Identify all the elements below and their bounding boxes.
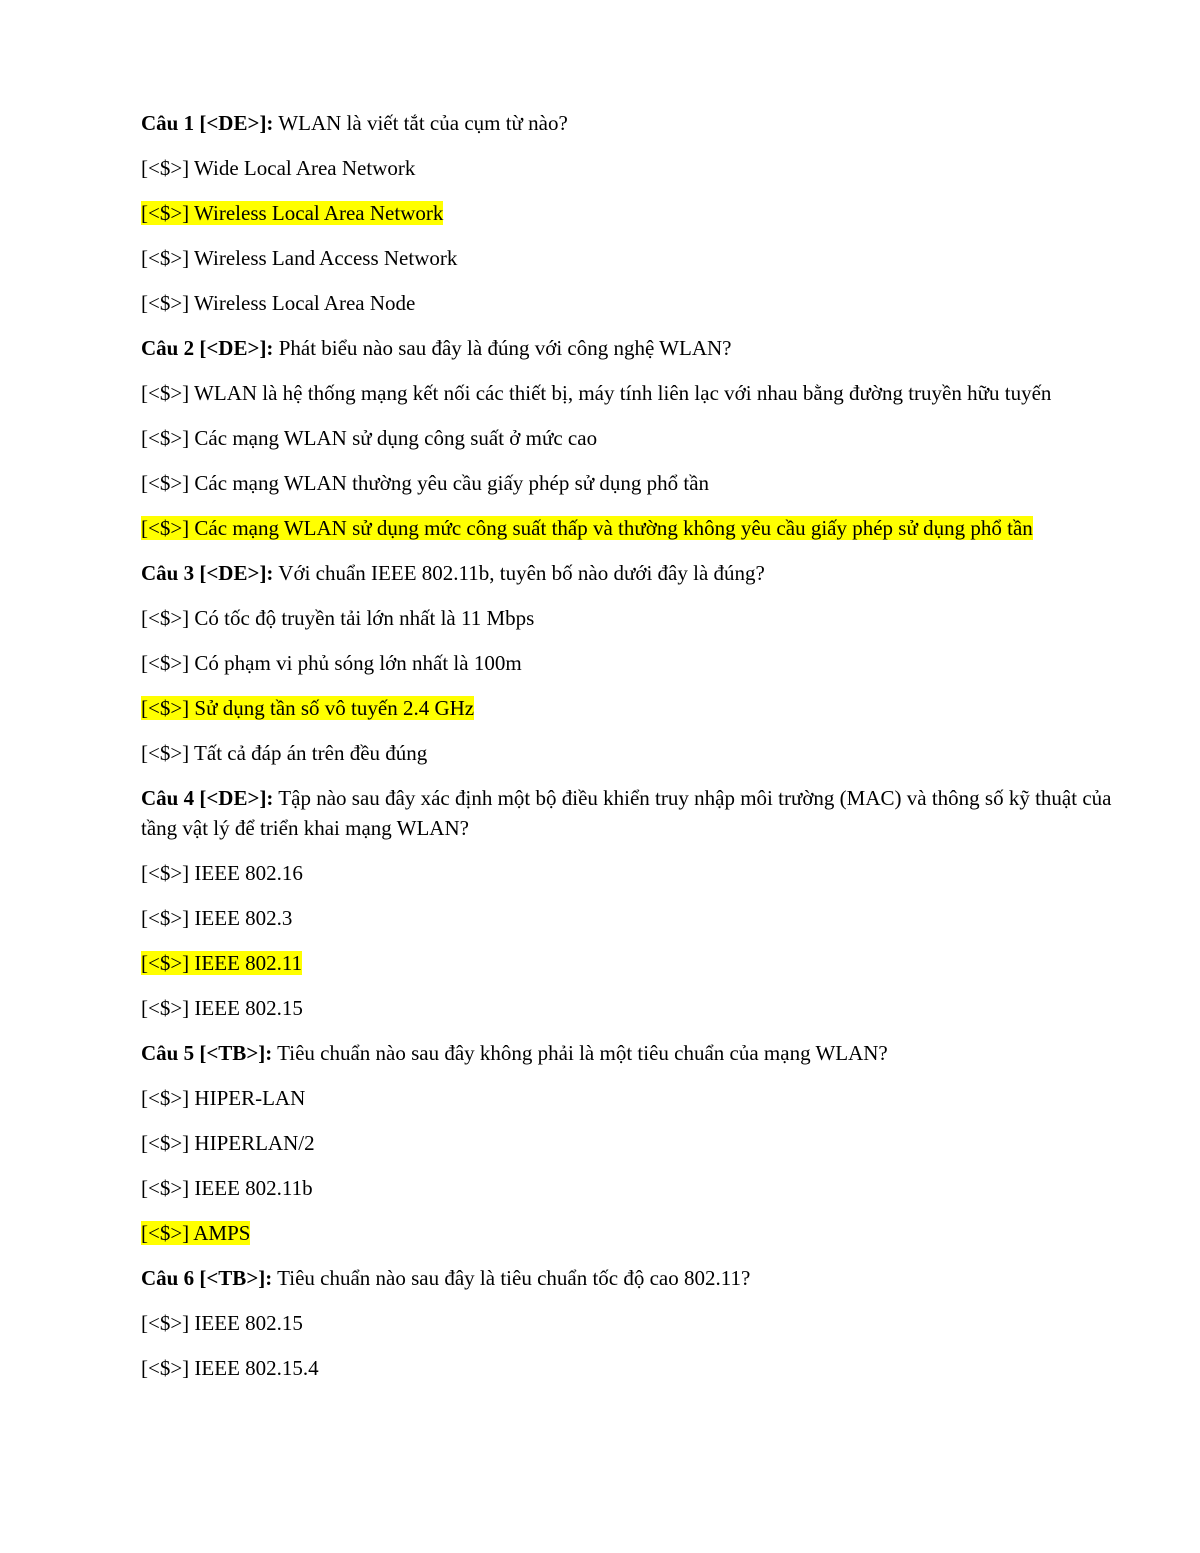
- option-4-a: [141, 858, 1116, 888]
- option-text-highlighted: [<$>] IEEE 802.11: [141, 951, 303, 975]
- option-3-d: [141, 738, 1116, 768]
- option-1-b: [141, 198, 1116, 228]
- option-1-d: [141, 288, 1116, 318]
- option-text: [<$>] Có phạm vi phủ sóng lớn nhất là 100m: [141, 651, 522, 675]
- question-label: Câu 1 [<DE>]:: [141, 111, 274, 135]
- question-text: Tiêu chuẩn nào sau đây không phải là một tiêu chuẩn của mạng WLAN?: [272, 1041, 888, 1065]
- option-6-b: [141, 1353, 1116, 1383]
- option-text: [<$>] HIPER-LAN: [141, 1086, 306, 1110]
- option-text-highlighted: [<$>] Sử dụng tần số vô tuyến 2.4 GHz: [141, 696, 475, 720]
- question-text: Phát biểu nào sau đây là đúng với công nghệ WLAN?: [273, 336, 732, 360]
- question-4: [141, 783, 1116, 843]
- option-4-c: [141, 948, 1116, 978]
- option-text: [<$>] IEEE 802.11b: [141, 1176, 313, 1200]
- question-label: Câu 3 [<DE>]:: [141, 561, 274, 585]
- option-1-c: [141, 243, 1116, 273]
- question-5: [141, 1038, 1116, 1068]
- question-3: [141, 558, 1116, 588]
- option-text: [<$>] Wireless Land Access Network: [141, 246, 458, 270]
- option-text: [<$>] Các mạng WLAN sử dụng công suất ở mức cao: [141, 426, 598, 450]
- option-3-c: [141, 693, 1116, 723]
- option-1-a: [141, 153, 1116, 183]
- option-2-b: [141, 423, 1116, 453]
- option-3-a: [141, 603, 1116, 633]
- option-5-c: [141, 1173, 1116, 1203]
- question-label: Câu 4 [<DE>]:: [141, 786, 274, 810]
- option-text: [<$>] IEEE 802.15.4: [141, 1356, 319, 1380]
- option-text: [<$>] Có tốc độ truyền tải lớn nhất là 11 Mbps: [141, 606, 535, 630]
- option-5-b: [141, 1128, 1116, 1158]
- option-2-d: [141, 513, 1116, 543]
- option-2-a: [141, 378, 1116, 408]
- quiz-content: [141, 108, 1116, 1398]
- option-4-b: [141, 903, 1116, 933]
- option-text: [<$>] IEEE 802.15: [141, 1311, 303, 1335]
- question-text: Với chuẩn IEEE 802.11b, tuyên bố nào dưới đây là đúng?: [273, 561, 765, 585]
- question-label: Câu 2 [<DE>]:: [141, 336, 274, 360]
- question-6: [141, 1263, 1116, 1293]
- option-5-a: [141, 1083, 1116, 1113]
- option-text: [<$>] Các mạng WLAN thường yêu cầu giấy phép sử dụng phổ tần: [141, 471, 710, 495]
- option-text: [<$>] IEEE 802.3: [141, 906, 293, 930]
- question-label: Câu 5 [<TB>]:: [141, 1041, 273, 1065]
- option-text-highlighted: [<$>] Wireless Local Area Network: [141, 201, 444, 225]
- option-2-c: [141, 468, 1116, 498]
- option-text: [<$>] WLAN là hệ thống mạng kết nối các thiết bị, máy tính liên lạc với nhau bằng đường truyền hữu tuyến: [141, 381, 1052, 405]
- option-text: [<$>] Tất cả đáp án trên đều đúng: [141, 741, 428, 765]
- option-4-d: [141, 993, 1116, 1023]
- option-text-highlighted: [<$>] Các mạng WLAN sử dụng mức công suất thấp và thường không yêu cầu giấy phép sử dụng phổ tần: [141, 516, 1033, 540]
- option-3-b: [141, 648, 1116, 678]
- question-text: Tiêu chuẩn nào sau đây là tiêu chuẩn tốc độ cao 802.11?: [272, 1266, 751, 1290]
- option-text: [<$>] IEEE 802.15: [141, 996, 303, 1020]
- question-2: [141, 333, 1116, 363]
- option-text-highlighted: [<$>] AMPS: [141, 1221, 251, 1245]
- question-label: Câu 6 [<TB>]:: [141, 1266, 273, 1290]
- option-text: [<$>] Wide Local Area Network: [141, 156, 416, 180]
- option-text: [<$>] Wireless Local Area Node: [141, 291, 416, 315]
- option-text: [<$>] HIPERLAN/2: [141, 1131, 315, 1155]
- question-1: [141, 108, 1116, 138]
- option-5-d: [141, 1218, 1116, 1248]
- question-text: WLAN là viết tắt của cụm từ nào?: [273, 111, 568, 135]
- question-text: Tập nào sau đây xác định một bộ điều khiển truy nhập môi trường (MAC) và thông số kỹ thuật của tầng vật lý để triển khai mạng WLAN?: [141, 786, 1112, 840]
- option-text: [<$>] IEEE 802.16: [141, 861, 303, 885]
- option-6-a: [141, 1308, 1116, 1338]
